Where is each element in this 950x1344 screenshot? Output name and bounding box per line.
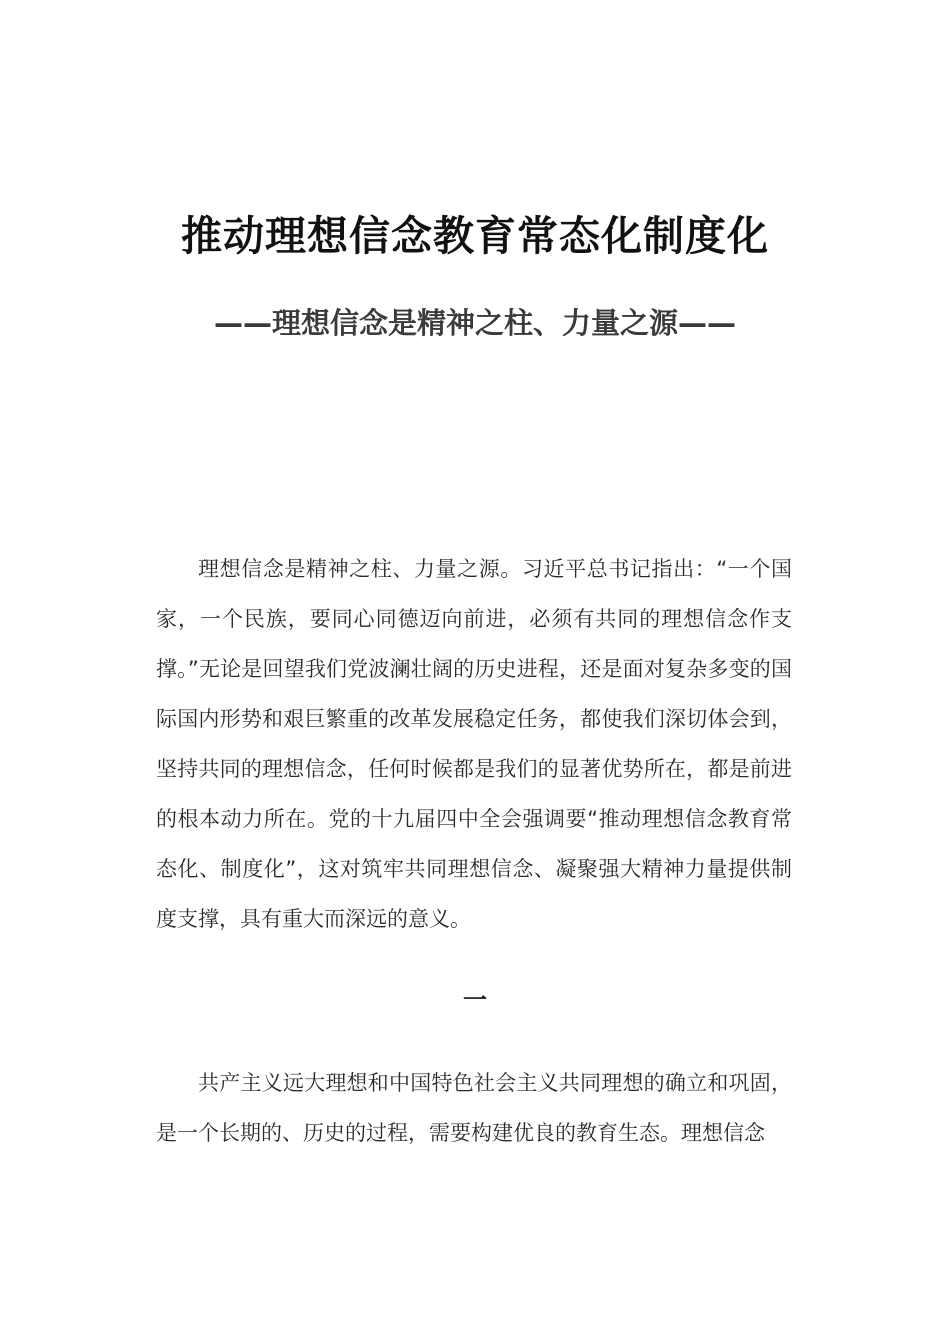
body-paragraph-2: 共产主义远大理想和中国特色社会主义共同理想的确立和巩固，是一个长期的、历史的过程，需要构建优良的教育生态。理想信念 (156, 1071, 792, 1145)
body-paragraph-1: 理想信念是精神之柱、力量之源。习近平总书记指出：“一个国家，一个民族，要同心同德迈向前进，必须有共同的理想信念作支撑。”无论是回望我们党波澜壮阔的历史进程，还是面对复杂多变的国际国内形势和艰巨繁重的改革发展稳定任务，都使我们深切体会到，坚持共同的理想信念，任何时候都是我们的显著优势所在，都是前进的根本动力所在。党的十九届四中全会强调要“推动理想信念教育常态化、制度化”，这对筑牢共同理想信念、凝聚强大精神力量提供制度支撑，具有重大而深远的意义。 (156, 557, 792, 931)
section-number: 一 (463, 986, 487, 1014)
document-title: 推动理想信念教育常态化制度化 (181, 212, 769, 260)
document-subtitle: ——理想信念是精神之柱、力量之源—— (213, 306, 736, 340)
